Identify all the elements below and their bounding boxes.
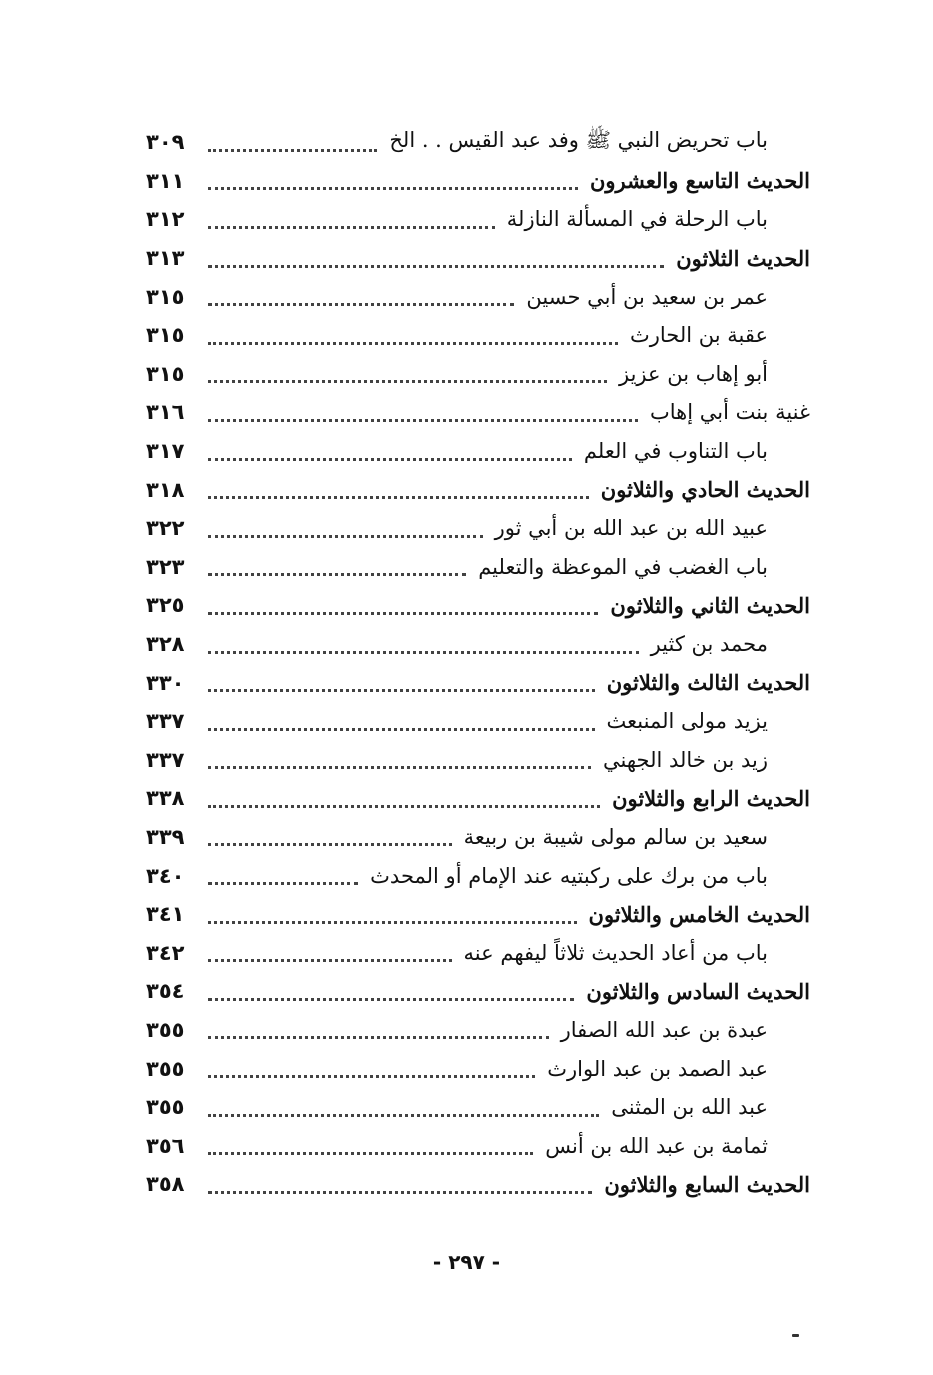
toc-entry-page: ٣٣٧ bbox=[146, 709, 185, 734]
dot-leader bbox=[208, 417, 638, 422]
dot-leader bbox=[208, 957, 452, 962]
toc-entry-title: باب تحريض النبي ﷺ وفد عبد القيس . . الخ bbox=[389, 127, 768, 152]
toc-entry-page: ٣٢٢ bbox=[146, 516, 185, 541]
page-number: - ٢٩٧ - bbox=[432, 1250, 501, 1274]
dot-leader bbox=[208, 571, 466, 576]
toc-entry-page: ٣٣٧ bbox=[146, 747, 185, 772]
toc-entry-page: ٣٥٤ bbox=[146, 979, 185, 1004]
toc-entry-title: باب الرحلة في المسألة النازلة bbox=[506, 207, 768, 232]
toc-entry-row bbox=[146, 1126, 810, 1165]
scan-mark bbox=[792, 1334, 799, 1337]
toc-heading-row bbox=[146, 779, 810, 818]
toc-entry-page: ٣٤٢ bbox=[146, 940, 185, 965]
toc-entry-row bbox=[146, 818, 810, 857]
toc-entry-row bbox=[146, 432, 810, 471]
toc-heading-row bbox=[146, 162, 810, 201]
toc-entry-row bbox=[146, 200, 810, 239]
toc-entry-row bbox=[146, 1049, 810, 1088]
toc-entry-row bbox=[146, 702, 810, 741]
toc-entry-page: ٣١٢ bbox=[146, 207, 185, 232]
dot-leader bbox=[208, 687, 595, 692]
dot-leader bbox=[208, 1073, 535, 1078]
toc-entry-page: ٣٣٨ bbox=[146, 786, 185, 811]
dot-leader bbox=[208, 1034, 549, 1039]
toc-entry-row bbox=[146, 933, 810, 972]
dot-leader bbox=[208, 224, 495, 229]
toc-entry-page: ٣٤٠ bbox=[146, 863, 185, 888]
dot-leader bbox=[208, 533, 483, 538]
toc-entry-page: ٣٢٣ bbox=[146, 554, 185, 579]
toc-entry-title: أبو إهاب بن عزيز bbox=[618, 361, 768, 386]
toc-heading-row bbox=[146, 586, 810, 625]
dot-leader bbox=[208, 610, 598, 615]
dot-leader bbox=[208, 340, 618, 345]
toc-entry-title: باب الغضب في الموعظة والتعليم bbox=[478, 554, 768, 579]
dot-leader bbox=[208, 494, 589, 499]
toc-entry-page: ٣٢٨ bbox=[146, 632, 185, 657]
toc-entry-page: ٣١١ bbox=[146, 168, 185, 193]
toc-entry-row bbox=[146, 355, 810, 394]
toc-entry-title: الحديث الثلاثون bbox=[676, 245, 810, 271]
dot-leader bbox=[208, 456, 572, 461]
toc-entry-row bbox=[146, 316, 810, 355]
toc-entry-row bbox=[146, 741, 810, 780]
dot-leader bbox=[208, 263, 664, 268]
toc-entry-row bbox=[146, 1011, 810, 1050]
toc-entry-page: ٣١٥ bbox=[146, 284, 185, 309]
toc-entry-page: ٣٥٥ bbox=[146, 1017, 185, 1042]
toc-entry-page: ٣٥٨ bbox=[146, 1172, 185, 1197]
toc-entry-title: غنية بنت أبي إهاب bbox=[649, 400, 810, 425]
dot-leader bbox=[208, 649, 639, 654]
toc-entry-page: ٣١٥ bbox=[146, 361, 185, 386]
toc-entry-title: الحديث الرابع والثلاثون bbox=[612, 785, 810, 811]
dot-leader bbox=[208, 147, 377, 152]
toc-entry-page: ٣٢٥ bbox=[146, 593, 185, 618]
dot-leader bbox=[208, 1189, 592, 1194]
toc-entry-title: باب من أعاد الحديث ثلاثاً ليفهم عنه bbox=[463, 940, 768, 965]
toc-entry-title: ثمامة بن عبد الله بن أنس bbox=[545, 1133, 768, 1158]
toc-entry-page: ٣١٦ bbox=[146, 400, 185, 425]
dot-leader bbox=[208, 726, 595, 731]
toc-heading-row bbox=[146, 1165, 810, 1204]
toc-entry-title: عبيد الله بن عبد الله بن أبي ثور bbox=[494, 516, 768, 541]
toc-heading-row bbox=[146, 663, 810, 702]
toc-entry-page: ٣١٥ bbox=[146, 323, 185, 348]
toc-heading-row bbox=[146, 239, 810, 278]
dot-leader bbox=[208, 1150, 533, 1155]
toc-entry-page: ٣١٧ bbox=[146, 439, 185, 464]
toc-entry-row bbox=[146, 393, 810, 432]
dot-leader bbox=[208, 996, 574, 1001]
toc-entry-title: الحديث السابع والثلاثون bbox=[604, 1171, 810, 1197]
toc-entry-title: سعيد بن سالم مولى شيبة بن ربيعة bbox=[463, 824, 768, 849]
toc-entry-row bbox=[146, 277, 810, 316]
toc-entry-row bbox=[146, 509, 810, 548]
toc-entry-title: الحديث الحادي والثلاثون bbox=[600, 477, 810, 503]
toc-entry-row bbox=[146, 625, 810, 664]
toc-entry-title: الحديث الثالث والثلاثون bbox=[606, 670, 810, 696]
toc-entry-title: عقبة بن الحارث bbox=[629, 323, 768, 348]
toc-entry-title: الحديث السادس والثلاثون bbox=[586, 978, 810, 1004]
dot-leader bbox=[208, 919, 577, 924]
dot-leader bbox=[208, 880, 358, 885]
toc-entry-title: الحديث الثاني والثلاثون bbox=[610, 592, 810, 618]
toc-entry-title: عمر بن سعيد بن أبي حسين bbox=[526, 284, 768, 309]
toc-entry-row bbox=[146, 123, 810, 162]
toc-entry-title: باب من برك على ركبتيه عند الإمام أو المحدث bbox=[370, 863, 768, 888]
dot-leader bbox=[208, 378, 607, 383]
dot-leader bbox=[208, 803, 600, 808]
toc-entry-row bbox=[146, 548, 810, 587]
dot-leader bbox=[208, 185, 578, 190]
toc-entry-row bbox=[146, 1088, 810, 1127]
toc-entry-title: الحديث الخامس والثلاثون bbox=[588, 901, 810, 927]
toc-entry-title: عبد الصمد بن عبد الوارث bbox=[547, 1056, 768, 1081]
toc-entry-title: عبد الله بن المثنى bbox=[611, 1095, 768, 1120]
toc-entry-page: ٣٠٩ bbox=[146, 130, 185, 155]
toc-entry-page: ٣٣٠ bbox=[146, 670, 185, 695]
dot-leader bbox=[208, 301, 514, 306]
toc-entry-page: ٣٣٩ bbox=[146, 824, 185, 849]
toc-entry-title: باب التناوب في العلم bbox=[583, 439, 768, 464]
toc-entry-page: ٣٥٥ bbox=[146, 1095, 185, 1120]
table-of-contents bbox=[146, 123, 810, 1204]
toc-entry-page: ٣٤١ bbox=[146, 902, 185, 927]
toc-heading-row bbox=[146, 972, 810, 1011]
toc-entry-row bbox=[146, 856, 810, 895]
toc-entry-page: ٣٥٥ bbox=[146, 1056, 185, 1081]
toc-entry-page: ٣١٨ bbox=[146, 477, 185, 502]
dot-leader bbox=[208, 841, 452, 846]
toc-entry-title: عبدة بن عبد الله الصفار bbox=[560, 1017, 768, 1042]
dot-leader bbox=[208, 1112, 599, 1117]
toc-entry-page: ٣١٣ bbox=[146, 246, 185, 271]
dot-leader bbox=[208, 764, 591, 769]
toc-entry-page: ٣٥٦ bbox=[146, 1133, 185, 1158]
toc-entry-title: زيد بن خالد الجهني bbox=[603, 747, 768, 772]
toc-heading-row bbox=[146, 470, 810, 509]
toc-entry-title: الحديث التاسع والعشرون bbox=[589, 168, 810, 194]
toc-entry-title: يزيد مولى المنبعث bbox=[606, 709, 768, 734]
toc-heading-row bbox=[146, 895, 810, 934]
toc-entry-title: محمد بن كثير bbox=[650, 632, 768, 657]
